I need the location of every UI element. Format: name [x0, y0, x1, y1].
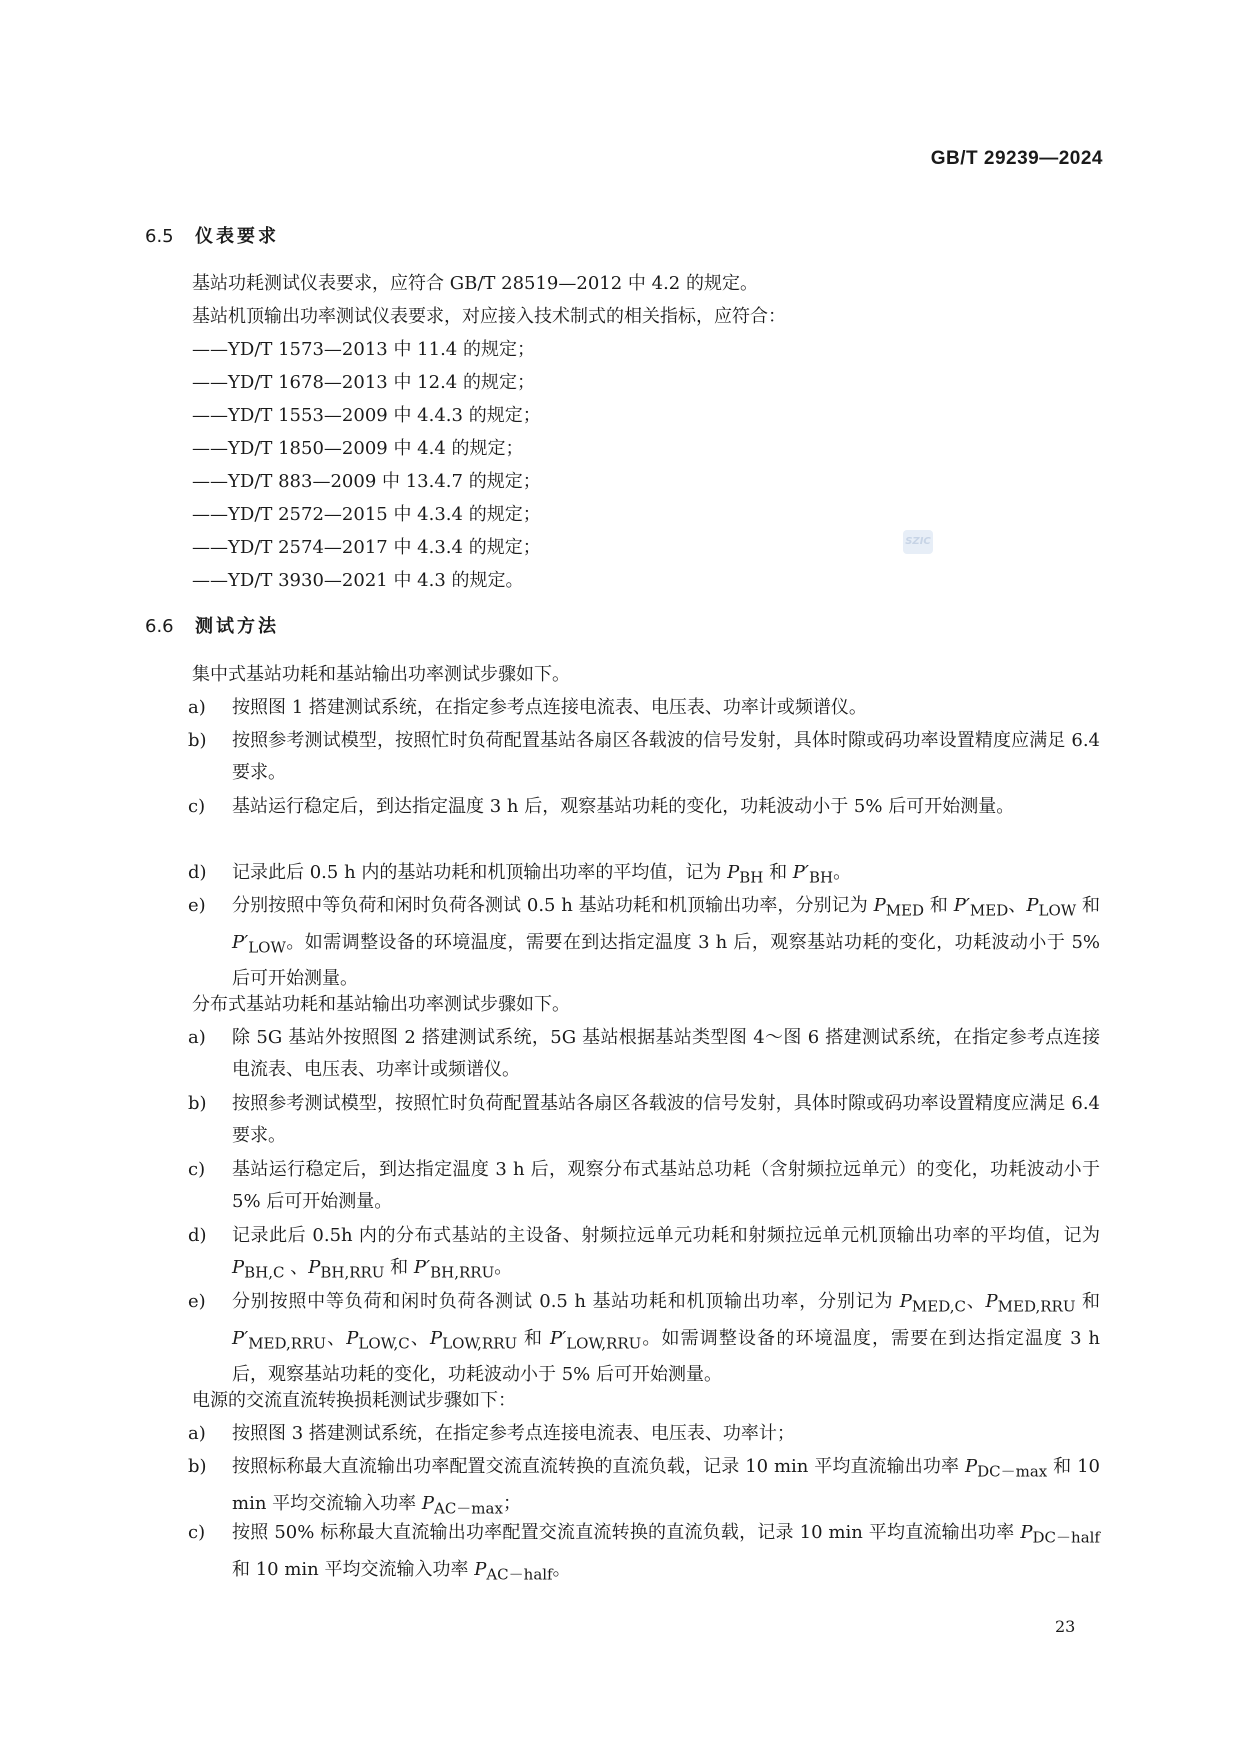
list-text: 按照图 3 搭建测试系统，在指定参考点连接电流表、电压表、功率计； [232, 1423, 795, 1444]
list-item [188, 1022, 1100, 1086]
list-text: 分别按照中等负荷和闲时负荷各测试 0.5 h 基站功耗和机顶输出功率，分别记为 $P_{MED}$ 和 $P'_{MED}$、$P_{LOW}$ 和 $P'_{LOW}$。如需调整设备的环境温度，需要在到达指定温度 3 h 后，观察基站功耗的变化，功耗波动小于 5% 后可开始测量。 [232, 895, 1100, 990]
watermark-logo: SZIC [903, 530, 933, 554]
reference-item: ——YD/T 3930—2021 中 4.3 的规定。 [192, 570, 524, 591]
list-item [188, 692, 1100, 724]
standard-number: GB/T 29239—2024 [930, 148, 1103, 169]
reference-item: ——YD/T 2574—2017 中 4.3.4 的规定； [192, 537, 541, 558]
list-marker: d) [188, 862, 207, 883]
list-marker: e) [188, 1291, 206, 1312]
list-item [188, 890, 1100, 995]
list-text: 按照 50% 标称最大直流输出功率配置交流直流转换的直流负载，记录 10 min 平均直流输出功率 $P_{DC-half}$ 和 10 min 平均交流输入功率 $P_{AC-half}$。 [232, 1522, 1100, 1584]
list-item [188, 1220, 1100, 1289]
list-text: 记录此后 0.5h 内的分布式基站的主设备、射频拉远单元功耗和射频拉远单元机顶输出功率的平均值，记为 $P_{BH,C}$ 、$P_{BH,RRU}$ 和 $P'_{BH,RRU}$。 [232, 1225, 1100, 1282]
reference-item: ——YD/T 1573—2013 中 11.4 的规定； [192, 339, 535, 360]
paragraph: 分布式基站功耗和基站输出功率测试步骤如下。 [192, 994, 570, 1015]
reference-item: ——YD/T 1553—2009 中 4.4.3 的规定； [192, 405, 541, 426]
list-marker: b) [188, 730, 207, 751]
list-text: 按照图 1 搭建测试系统，在指定参考点连接电流表、电压表、功率计或频谱仪。 [232, 697, 867, 718]
list-item [188, 1517, 1100, 1590]
list-text: 分别按照中等负荷和闲时负荷各测试 0.5 h 基站功耗和机顶输出功率，分别记为 $P_{MED,C}$、$P_{MED,RRU}$ 和 $P'_{MED,RRU}$、$P_{LOW,C}$、$P_{LOW,RRU}$ 和 $P'_{LOW,RRU}$。如需调整设备的环境温度，需要在到达指定温度 3 h 后，观察基站功耗的变化，功耗波动小于 5% 后可开始测量。 [232, 1291, 1101, 1386]
section-6-6-title: 测试方法 [195, 616, 279, 637]
list-item [188, 725, 1100, 789]
reference-item: ——YD/T 2572—2015 中 4.3.4 的规定； [192, 504, 541, 525]
paragraph: 基站机顶输出功率测试仪表要求，对应接入技术制式的相关指标，应符合： [192, 306, 786, 327]
paragraph: 电源的交流直流转换损耗测试步骤如下： [192, 1390, 516, 1411]
list-item [188, 1088, 1100, 1152]
list-item [188, 1154, 1100, 1218]
list-item [188, 1418, 1100, 1450]
list-marker: c) [188, 1522, 206, 1543]
list-text: 除 5G 基站外按照图 2 搭建测试系统，5G 基站根据基站类型图 4～图 6 搭建测试系统，在指定参考点连接电流表、电压表、功率计或频谱仪。 [232, 1027, 1100, 1080]
list-marker: e) [188, 895, 206, 916]
list-item [188, 1286, 1100, 1391]
list-marker: c) [188, 796, 206, 817]
list-text: 基站运行稳定后，到达指定温度 3 h 后，观察分布式基站总功耗（含射频拉远单元）的变化，功耗波动小于 5% 后可开始测量。 [232, 1159, 1100, 1212]
list-text: 记录此后 0.5 h 内的基站功耗和机顶输出功率的平均值，记为 $P_{BH}$ 和 $P'_{BH}$。 [232, 862, 852, 887]
list-marker: d) [188, 1225, 207, 1246]
list-text: 按照参考测试模型，按照忙时负荷配置基站各扇区各载波的信号发射，具体时隙或码功率设置精度应满足 6.4 要求。 [232, 730, 1100, 783]
section-6-5-heading [145, 222, 279, 248]
list-marker: a) [188, 1423, 206, 1444]
section-6-5-number: 6.5 [145, 226, 174, 247]
paragraph: 集中式基站功耗和基站输出功率测试步骤如下。 [192, 664, 570, 685]
reference-item: ——YD/T 1850—2009 中 4.4 的规定； [192, 438, 524, 459]
list-text: 按照标称最大直流输出功率配置交流直流转换的直流负载，记录 10 min 平均直流输出功率 $P_{DC-max}$ 和 10 min 平均交流输入功率 $P_{AC-max}$； [232, 1456, 1100, 1518]
list-item [188, 857, 1100, 894]
list-marker: c) [188, 1159, 206, 1180]
list-marker: a) [188, 1027, 206, 1048]
list-text: 基站运行稳定后，到达指定温度 3 h 后，观察基站功耗的变化，功耗波动小于 5% 后可开始测量。 [232, 796, 1015, 817]
section-6-6-number: 6.6 [145, 616, 174, 637]
list-marker: b) [188, 1456, 207, 1477]
list-marker: b) [188, 1093, 207, 1114]
list-item [188, 1451, 1100, 1524]
list-item [188, 791, 1100, 823]
section-6-5-title: 仪表要求 [195, 226, 279, 247]
paragraph: 基站功耗测试仪表要求，应符合 GB/T 28519—2012 中 4.2 的规定。 [192, 273, 758, 294]
list-marker: a) [188, 697, 206, 718]
reference-item: ——YD/T 883—2009 中 13.4.7 的规定； [192, 471, 541, 492]
reference-item: ——YD/T 1678—2013 中 12.4 的规定； [192, 372, 535, 393]
page-number: 23 [1055, 1617, 1076, 1636]
section-6-6-heading [145, 612, 279, 638]
list-text: 按照参考测试模型，按照忙时负荷配置基站各扇区各载波的信号发射，具体时隙或码功率设置精度应满足 6.4 要求。 [232, 1093, 1100, 1146]
